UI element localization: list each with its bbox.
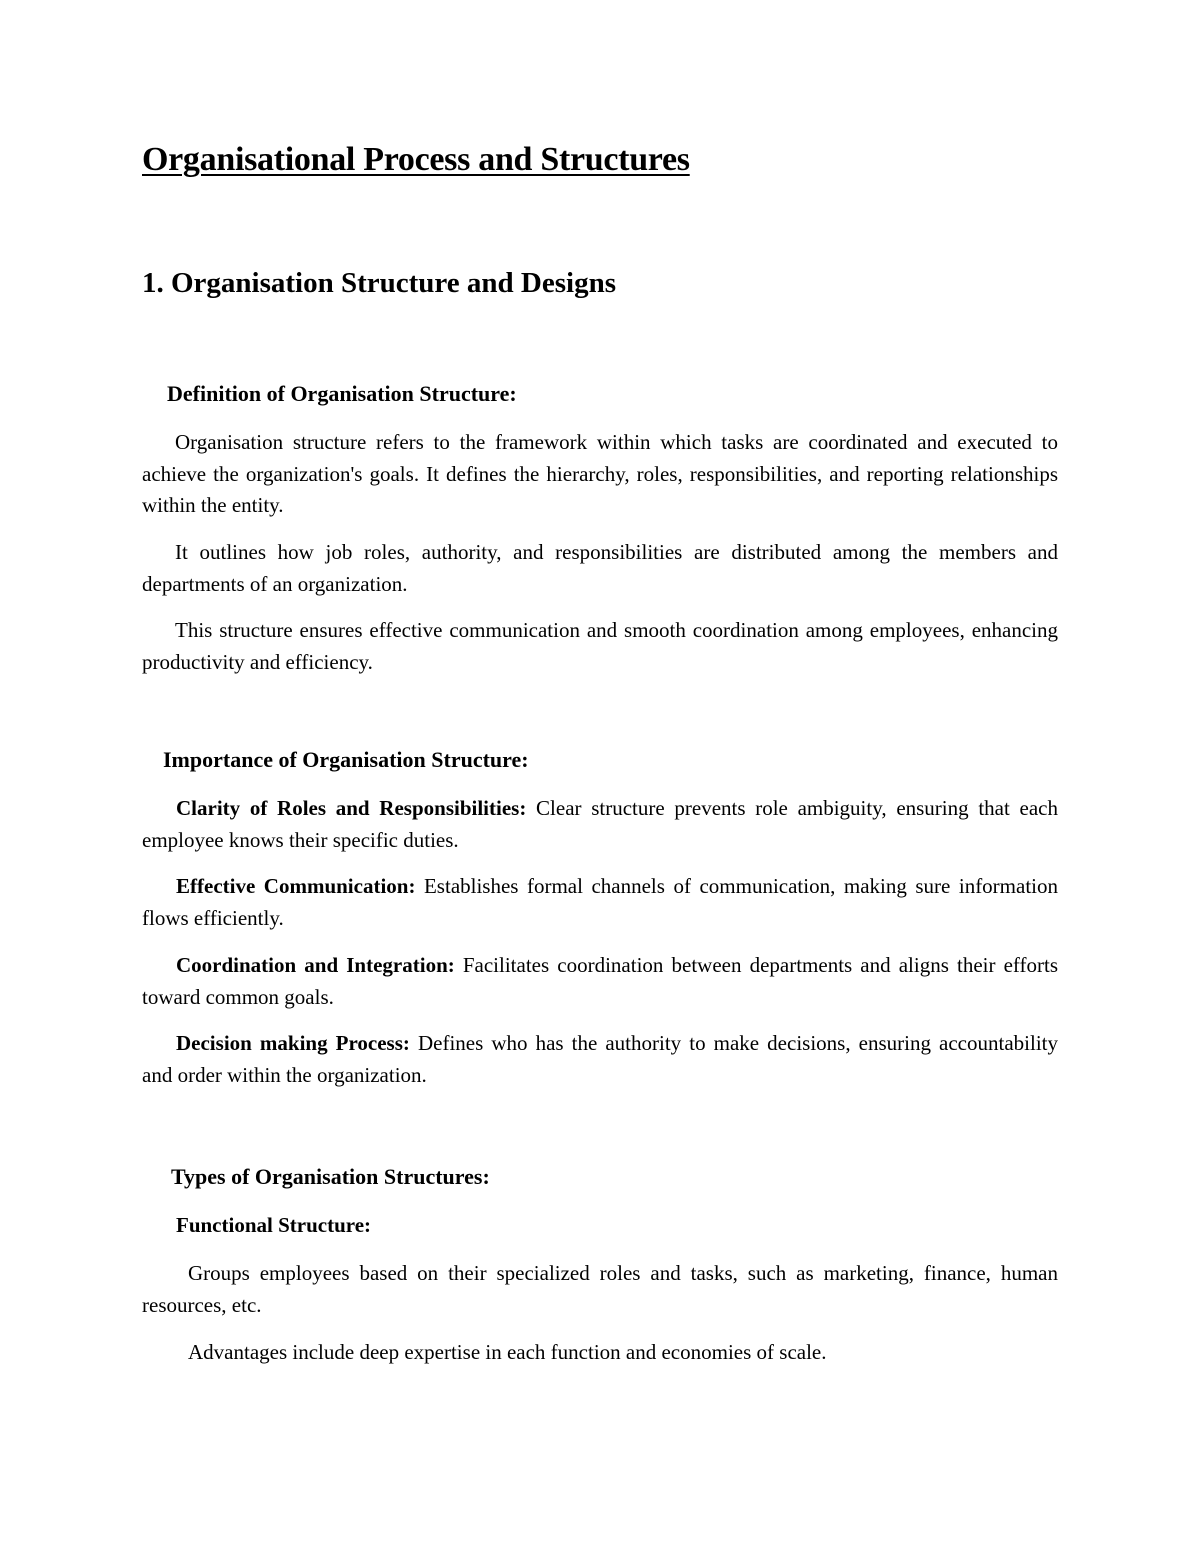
definition-paragraph: This structure ensures effective communication and smooth coordination among employees, enhancing productivity and efficiency. [142, 618, 1058, 674]
section-heading-organisation-structure: 1. Organisation Structure and Designs [142, 267, 616, 299]
functional-structure-heading: Functional Structure: [176, 1213, 372, 1237]
importance-term: Effective Communication: [176, 874, 416, 898]
importance-term: Decision making Process: [176, 1031, 410, 1055]
importance-term: Coordination and Integration: [176, 953, 455, 977]
importance-item [142, 793, 1058, 856]
functional-structure-paragraph: Advantages include deep expertise in each function and economies of scale. [188, 1340, 827, 1364]
definition-paragraph: Organisation structure refers to the framework within which tasks are coordinated and executed to achieve the organization's goals. It defines the hierarchy, roles, responsibilities, and reporting relationships within the entity. [142, 430, 1058, 517]
definition-paragraph: It outlines how job roles, authority, and responsibilities are distributed among the members and departments of an organization. [142, 540, 1058, 596]
importance-description: Establishes formal channels of communication, making sure information flows efficiently. [142, 874, 1059, 930]
importance-heading: Importance of Organisation Structure: [163, 747, 529, 772]
importance-description: Defines who has the authority to make decisions, ensuring accountability and order within the organization. [142, 1031, 1059, 1087]
importance-description: Clear structure prevents role ambiguity, ensuring that each employee knows their specific duties. [142, 796, 1058, 852]
importance-item [142, 1028, 1058, 1091]
importance-description: Facilitates coordination between departments and aligns their efforts toward common goals. [142, 953, 1059, 1009]
definition-heading: Definition of Organisation Structure: [167, 381, 517, 406]
document-title: Organisational Process and Structures [142, 141, 690, 178]
functional-structure-paragraph: Groups employees based on their specialized roles and tasks, such as marketing, finance, human resources, etc. [142, 1261, 1058, 1317]
importance-item [142, 871, 1058, 934]
types-heading: Types of Organisation Structures: [171, 1164, 490, 1189]
importance-term: Clarity of Roles and Responsibilities: [176, 796, 527, 820]
importance-item [142, 950, 1058, 1013]
